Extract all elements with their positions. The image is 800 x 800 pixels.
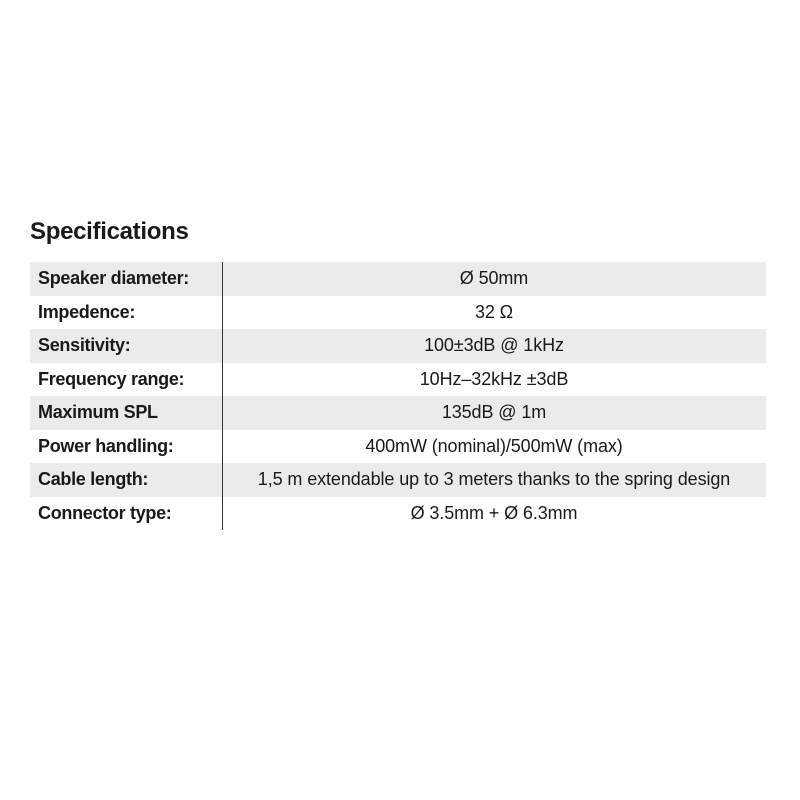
spec-row-impedence <box>30 296 766 330</box>
specifications-table <box>30 262 766 530</box>
spec-row-maximum-spl <box>30 396 766 430</box>
spec-label: Maximum SPL <box>38 402 158 423</box>
spec-row-cable-length <box>30 463 766 497</box>
spec-label: Frequency range: <box>38 368 185 389</box>
specifications-section <box>30 214 766 530</box>
spec-value: 400mW (nominal)/500mW (max) <box>365 435 623 456</box>
spec-label: Power handling: <box>38 435 174 456</box>
spec-value: 100±3dB @ 1kHz <box>424 335 564 356</box>
spec-value: 1,5 m extendable up to 3 meters thanks to the spring design <box>257 469 731 490</box>
spec-row-speaker-diameter <box>30 262 766 296</box>
specifications-title: Specifications <box>30 218 189 245</box>
spec-label: Sensitivity: <box>38 335 131 356</box>
spec-value: Ø 50mm <box>459 268 529 289</box>
spec-row-power-handling <box>30 430 766 464</box>
spec-value: 10Hz–32kHz ±3dB <box>419 368 569 389</box>
spec-value: 32 Ω <box>474 301 514 322</box>
spec-row-sensitivity <box>30 329 766 363</box>
spec-label: Connector type: <box>38 502 172 523</box>
spec-label: Cable length: <box>38 469 149 490</box>
spec-label: Speaker diameter: <box>38 268 189 289</box>
spec-row-connector-type <box>30 497 766 531</box>
column-divider <box>222 262 223 530</box>
spec-value: 135dB @ 1m <box>441 402 547 423</box>
spec-label: Impedence: <box>38 301 136 322</box>
spec-row-frequency-range <box>30 363 766 397</box>
spec-value: Ø 3.5mm + Ø 6.3mm <box>410 502 578 523</box>
